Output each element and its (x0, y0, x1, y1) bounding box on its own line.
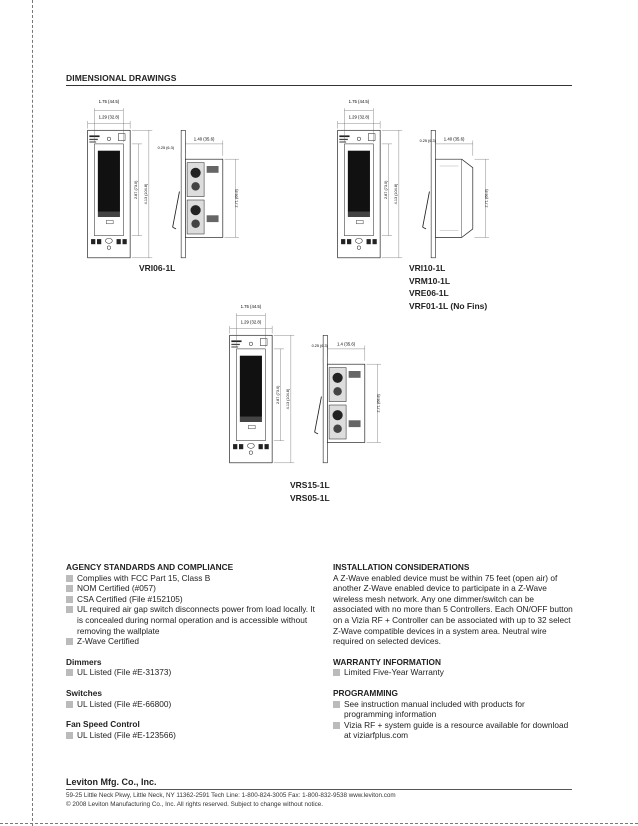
agency-item: UL required air gap switch disconnects power from load locally. It is concealed during normal operation and is accessible without removing the wallplate (66, 604, 318, 636)
agency-item: CSA Certified (File #152105) (66, 594, 318, 605)
side-view-a (173, 130, 239, 257)
warranty-item: Limited Five-Year Warranty (333, 667, 573, 678)
dimmers-title: Dimmers (66, 656, 102, 667)
dim-overall-height: 4.13 (104.8) (286, 388, 291, 410)
dim-depth: 1.4 (35.6) (336, 341, 356, 347)
right-column (333, 562, 573, 741)
model-name: VRS05-1L (290, 492, 330, 503)
model-name: VRF01-1L (No Fins) (409, 300, 488, 311)
front-view-a (88, 108, 153, 258)
switches-title: Switches (66, 687, 102, 698)
dim-inner-width: 1.29 (32.8) (348, 114, 370, 120)
section-title: DIMENSIONAL DRAWINGS (66, 73, 177, 83)
agency-item: NOM Certified (#057) (66, 583, 318, 594)
switches-item: UL Listed (File #E-66800) (66, 699, 318, 710)
footer-divider (66, 789, 572, 790)
section-divider (66, 85, 572, 86)
model-label-b (409, 262, 487, 312)
dim-paddle-height: 2.87 (73.0) (133, 180, 138, 200)
front-view-b (338, 108, 403, 258)
dim-strap: 0.25 (6.3) (419, 139, 436, 144)
company-name: Leviton Mfg. Co., Inc. (66, 777, 157, 787)
company-address: 59-25 Little Neck Pkwy, Little Neck, NY 11362-2591 Tech Line: 1-800-824-3005 Fax: 1-800-832-9538 www.leviton.com (66, 792, 396, 799)
dim-inner-width: 1.29 (32.8) (240, 319, 262, 325)
programming-title: PROGRAMMING (333, 687, 398, 698)
dim-overall-height: 4.13 (104.8) (394, 183, 399, 205)
model-name: VRI06-1L (139, 263, 176, 273)
dim-paddle-height: 2.87 (73.0) (275, 385, 280, 405)
model-name: VRS15-1L (290, 480, 330, 490)
dim-paddle-height: 2.87 (73.0) (383, 180, 388, 200)
drawing-vri10 (320, 98, 510, 268)
model-name: VRI10-1L (409, 263, 446, 273)
dim-strap: 0.25 (6.3) (311, 344, 328, 349)
dim-body-height: 2.71 (68.8) (376, 394, 381, 413)
fan-title: Fan Speed Control (66, 719, 140, 730)
install-title: INSTALLATION CONSIDERATIONS (333, 562, 470, 572)
agency-item: Complies with FCC Part 15, Class B (66, 573, 318, 584)
dim-body-height: 2.71 (68.8) (484, 189, 489, 208)
front-view-c (230, 313, 295, 463)
programming-item: See instruction manual included with products for programming information (333, 699, 573, 720)
model-name: VRM10-1L (409, 275, 451, 286)
cut-line-left (32, 0, 33, 826)
side-view-b (423, 130, 489, 257)
model-name: VRE06-1L (409, 288, 449, 298)
dim-depth: 1.40 (35.6) (443, 136, 465, 142)
drawing-vrs15 (212, 303, 402, 473)
install-text: A Z-Wave enabled device must be within 75 feet (open air) of another Z-Wave enabled device to participate in a Z-Wave wireless mesh network. Any one dimmer/switch can be associated with no more than 5 Controllers. Each ON/OFF button on a Vizia RF + Controller can be associated with up to 32 select Z-Wave compatible devices in a system area. Neutral wire required on selected devices. (333, 572, 573, 647)
cut-line-bottom (0, 823, 638, 824)
dim-body-height: 2.71 (68.8) (234, 189, 239, 208)
dim-overall-width: 1.75 (44.5) (240, 304, 262, 310)
side-view-c (315, 335, 381, 463)
dim-overall-width: 1.75 (44.5) (98, 99, 120, 105)
drawing-vri06 (70, 98, 260, 268)
dim-strap: 0.25 (6.3) (157, 146, 175, 150)
left-column (66, 562, 318, 740)
dim-overall-height: 4.13 (104.8) (144, 183, 149, 205)
warranty-title: WARRANTY INFORMATION (333, 656, 442, 667)
agency-title: AGENCY STANDARDS AND COMPLIANCE (66, 562, 234, 572)
model-label-a (139, 262, 175, 275)
agency-item: Z-Wave Certified (66, 636, 318, 647)
copyright: © 2008 Leviton Manufacturing Co., Inc. All rights reserved. Subject to change without notice. (66, 801, 324, 808)
dim-depth: 1.40 (35.6) (193, 136, 215, 142)
programming-item: Vizia RF + system guide is a resource available for download at viziarfplus.com (333, 720, 573, 741)
fan-item: UL Listed (File #E-123566) (66, 730, 318, 741)
dim-inner-width: 1.29 (32.8) (98, 114, 120, 120)
dimmers-item: UL Listed (File #E-31373) (66, 667, 318, 678)
dim-overall-width: 1.75 (44.5) (348, 99, 370, 105)
model-label-c (290, 479, 330, 504)
